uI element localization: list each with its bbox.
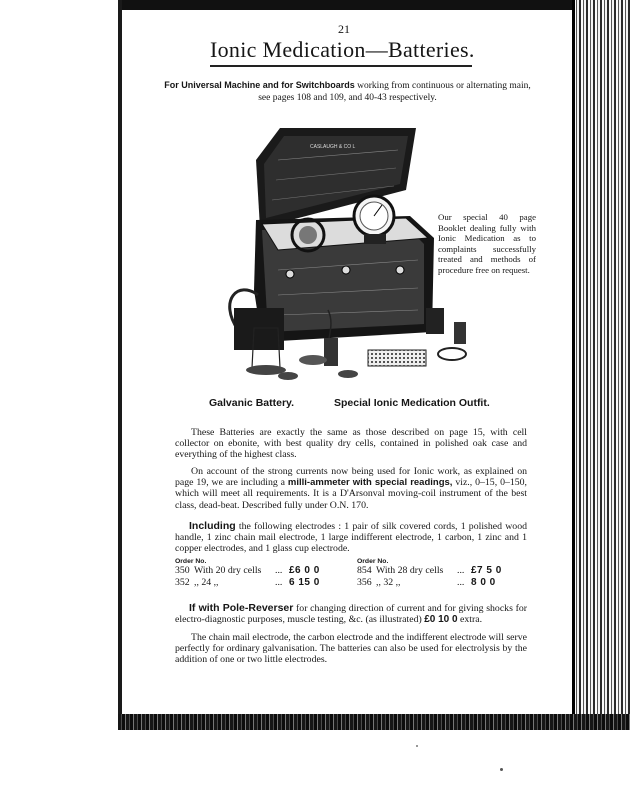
- paragraph-usage: [175, 632, 527, 666]
- order-description: ,, 24 ,,: [194, 577, 219, 588]
- paragraph-description-text: These Batteries are exactly the same as those described on page 15, with cell collector on ebonite, with best quality dry cells, contained in polished oak case and everything of the highest class.: [175, 427, 527, 461]
- intro-bold: For Universal Machine and for Switchboards: [164, 80, 355, 90]
- p4-end: extra.: [457, 614, 483, 626]
- p3-text: the following electrodes : 1 pair of silk covered cords, 1 polished wood handle, 1 zinc chain mail electrode, 1 large indifferent electrode, 1 carbon, 1 zinc and 1 copper electrodes, and 1 glass cup electrode.: [175, 521, 527, 555]
- p4-text: for changing direction of current and for giving shocks for electro-diagnostic purposes, muscle testing, &c. (as illustrated): [175, 603, 528, 626]
- intro-line-2: see pages 108 and 109, and 40-43 respectively.: [258, 93, 437, 103]
- p2-bold: milli-ammeter with special readings,: [287, 477, 453, 489]
- page-edge-bottom: [118, 714, 630, 730]
- page-number: 21: [338, 22, 350, 36]
- order-number: 350: [175, 565, 190, 576]
- p2-text-a: On account of the strong currents now being used for Ionic work, as explained on page 19, we are including a: [175, 466, 527, 489]
- page-title: Ionic Medication—Batteries.: [210, 37, 472, 67]
- p3-bold: Including: [189, 520, 236, 532]
- scan-speck: [416, 745, 418, 747]
- case-label: CASLAUGH & CO L: [310, 144, 356, 150]
- order-dots: ...: [275, 577, 283, 588]
- order-row: [175, 565, 355, 577]
- paragraph-description: [175, 427, 527, 461]
- order-row: [175, 577, 355, 589]
- order-dots: ...: [275, 565, 283, 576]
- order-row: [357, 565, 537, 577]
- caption-galvanic-battery: Galvanic Battery.: [209, 397, 295, 409]
- order-dots: ...: [457, 577, 465, 588]
- page-edge-right: [572, 0, 630, 715]
- order-number: 854: [357, 565, 372, 576]
- intro-rest: working from continuous or alternating main,: [354, 81, 531, 91]
- order-row: [357, 577, 537, 589]
- p4-price: £0 10 0: [424, 614, 458, 626]
- order-description: With 20 dry cells: [194, 565, 262, 576]
- order-list-right: [357, 558, 537, 589]
- p5-text: The chain mail electrode, the carbon electrode and the indifferent electrode will serve perfectly for ordinary galvanisation. The batteries can also be used for electrolysis by the addition of one or two little electrodes.: [175, 632, 527, 666]
- order-description: With 28 dry cells: [376, 565, 444, 576]
- paragraph-electrodes: [175, 521, 527, 555]
- page-edge-left: [118, 0, 122, 730]
- order-number: 352: [175, 577, 190, 588]
- order-price: £7 5 0: [471, 565, 502, 576]
- order-header: Order No.: [357, 558, 389, 565]
- intro-line-1: [150, 80, 545, 91]
- p4-bold: If with Pole-Reverser: [189, 602, 294, 614]
- order-description: ,, 32 ,,: [376, 577, 401, 588]
- order-price: £6 0 0: [289, 565, 320, 576]
- page-edge-top: [118, 0, 630, 10]
- order-number: 356: [357, 577, 372, 588]
- order-list-left: [175, 558, 355, 589]
- scan-speck: [500, 768, 503, 771]
- order-price: 6 15 0: [289, 577, 320, 588]
- caption-ionic-outfit: Special Ionic Medication Outfit.: [334, 397, 490, 409]
- order-header: Order No.: [175, 558, 207, 565]
- booklet-note: Our special 40 page Booklet dealing fully with Ionic Medication as to complaints successfully treated and methods of procedure free on request.: [438, 212, 536, 275]
- paragraph-milliammeter: [175, 466, 527, 511]
- p2-text-b: viz., 0–15, 0–150, which will meet all requirements. It is a D'Arsonval moving-coil instrument of the best class, dead-beat. Described fully under O.N. 170.: [175, 477, 528, 511]
- order-dots: ...: [457, 565, 465, 576]
- paragraph-pole-reverser: [175, 603, 527, 625]
- order-price: 8 0 0: [471, 577, 496, 588]
